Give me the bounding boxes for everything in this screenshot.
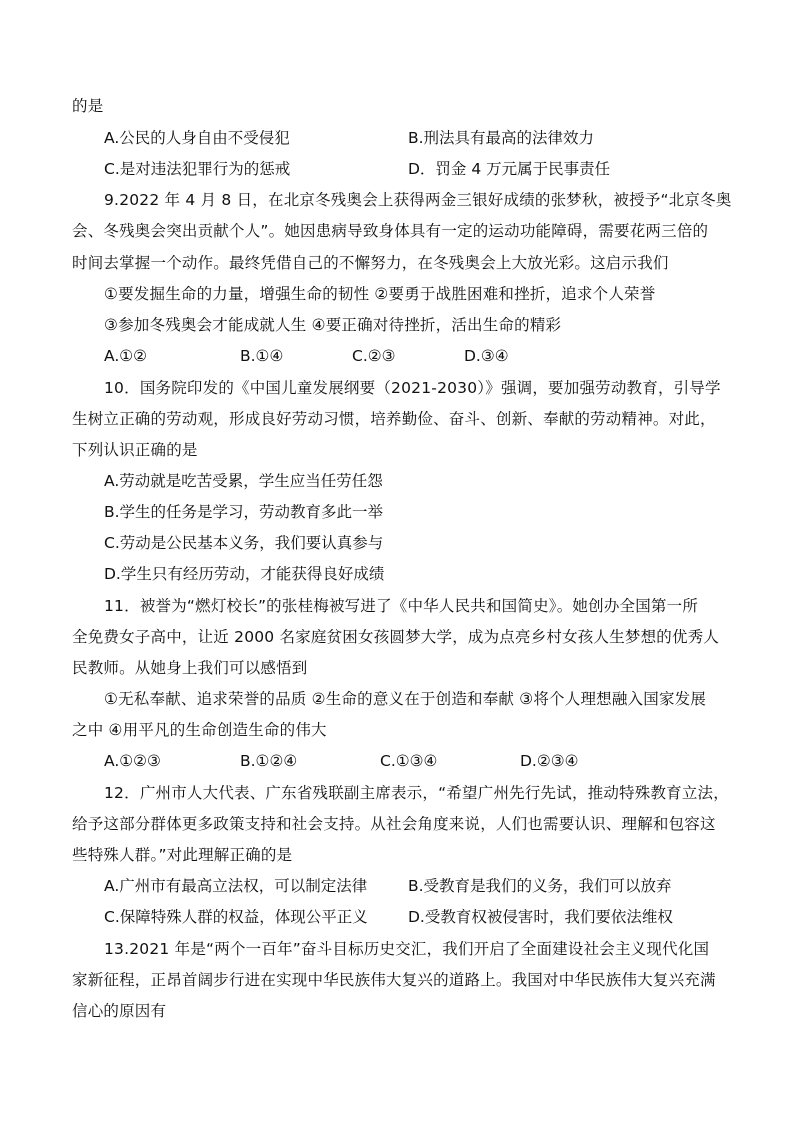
q13-stem-line-3: 信心的原因有: [72, 1002, 167, 1020]
q9-stem-line-2: 会、冬残奥会突出贡献个人”。她因患病导致身体具有一定的运动功能障碍，需要花两三倍的: [72, 222, 709, 240]
q9-stem-line-3: 时间去掌握一个动作。最终凭借自己的不懈努力，在冬残奥会上大放光彩。这启示我们: [72, 254, 669, 272]
q12-option-d: D.受教育权被侵害时，我们要依法维权: [408, 908, 673, 926]
q10-stem-line-3: 下列认识正确的是: [72, 441, 198, 459]
q8-option-b: B.刑法具有最高的法律效力: [408, 129, 595, 147]
q12-stem-line-2: 给予这部分群体更多政策支持和社会支持。从社会角度来说，人们也需要认识、理解和包容这: [72, 815, 716, 833]
q13-stem-line-2: 家新征程，正昂首阔步行进在实现中华民族伟大复兴的道路上。我国对中华民族伟大复兴充满: [72, 971, 716, 989]
q11-stem-line-2: 全免费女子高中，让近 2000 名家庭贫困女孩圆梦大学，成为点亮乡村女孩人生梦想的优秀人: [72, 628, 720, 646]
q11-stem-line-3: 民教师。从她身上我们可以感悟到: [72, 659, 308, 677]
q9-option-c: C.②③: [352, 347, 396, 365]
q8-option-c: C.是对违法犯罪行为的惩戒: [104, 160, 291, 178]
q12-option-b: B.受教育是我们的义务，我们可以放弃: [408, 877, 672, 895]
q12-stem-line-3: 些特殊人群。”对此理解正确的是: [72, 846, 293, 864]
q11-option-a: A.①②③: [104, 752, 161, 770]
q11-option-c: C.①③④: [380, 752, 438, 770]
q10-stem-line-2: 生树立正确的劳动观，形成良好劳动习惯，培养勤俭、奋斗、创新、奉献的劳动精神。对此，: [72, 410, 716, 428]
q9-option-a: A.①②: [104, 347, 148, 365]
q9-statements-line-1: ①要发掘生命的力量，增强生命的韧性 ②要勇于战胜困难和挫折，追求个人荣誉: [104, 285, 656, 303]
q9-stem-line-1: 9.2022 年 4 月 8 日，在北京冬残奥会上获得两金三银好成绩的张梦秋，被授予“北京冬奥: [104, 191, 732, 209]
q11-option-b: B.①②④: [240, 752, 298, 770]
q9-option-b: B.①④: [240, 347, 284, 365]
q11-stem-line-1: 11．被誉为“燃灯校长”的张桂梅被写进了《中华人民共和国简史》。她创办全国第一所: [104, 597, 699, 615]
q10-option-d: D.学生只有经历劳动，才能获得良好成绩: [104, 565, 385, 583]
q9-option-d: D.③④: [464, 347, 509, 365]
q12-option-a: A.广州市有最高立法权，可以制定法律: [104, 877, 368, 895]
q12-stem-line-1: 12．广州市人大代表、广东省残联副主席表示，“希望广州先行先试，推动特殊教育立法，: [104, 784, 729, 802]
q10-stem-line-1: 10．国务院印发的《中国儿童发展纲要（2021-2030）》强调，要加强劳动教育，引导学: [104, 379, 721, 397]
q12-option-c: C.保障特殊人群的权益，体现公平正义: [104, 908, 368, 926]
q11-statements-line-1: ①无私奉献、追求荣誉的品质 ②生命的意义在于创造和奉献 ③将个人理想融入国家发展: [104, 690, 707, 708]
q11-statements-line-2: 之中 ④用平凡的生命创造生命的伟大: [72, 721, 327, 739]
q13-stem-line-1: 13.2021 年是“两个一百年”奋斗目标历史交汇，我们开启了全面建设社会主义现代化国: [104, 940, 710, 958]
q8-stem-tail: 的是: [72, 97, 104, 115]
q11-option-d: D.②③④: [520, 752, 579, 770]
q8-option-d: D．罚金 4 万元属于民事责任: [408, 160, 611, 178]
q8-option-a: A.公民的人身自由不受侵犯: [104, 129, 290, 147]
q10-option-c: C.劳动是公民基本义务，我们要认真参与: [104, 534, 384, 552]
q9-statements-line-2: ③参加冬残奥会才能成就人生 ④要正确对待挫折，活出生命的精彩: [104, 316, 562, 334]
q10-option-a: A.劳动就是吃苦受累，学生应当任劳任怨: [104, 472, 383, 490]
q10-option-b: B.学生的任务是学习，劳动教育多此一举: [104, 503, 384, 521]
